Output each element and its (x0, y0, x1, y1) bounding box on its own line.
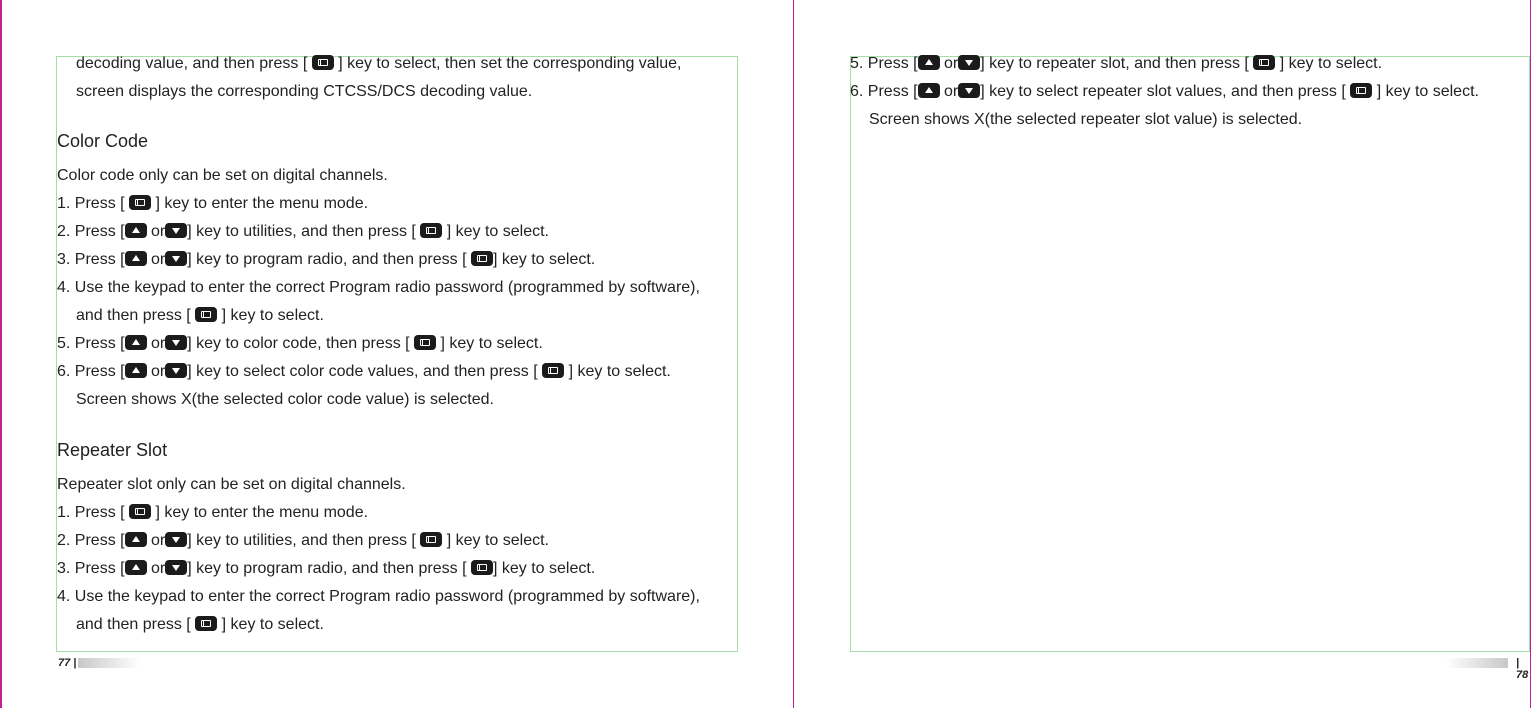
continued-line-2: screen displays the corresponding CTCSS/DCS decoding value. (76, 83, 533, 100)
color-code-heading: Color Code (57, 131, 149, 151)
down-arrow-key-icon (958, 55, 980, 70)
up-arrow-key-icon (125, 560, 147, 575)
right-page-number: | 78 (1516, 657, 1529, 681)
color-code-step-6: 6. Press [ or ] key to select color code values, and then press [ ] key to select. (57, 363, 671, 380)
menu-key-icon (312, 55, 334, 70)
menu-key-icon (471, 560, 493, 575)
menu-key-icon (195, 616, 217, 631)
down-arrow-key-icon (165, 251, 187, 266)
up-arrow-key-icon (125, 335, 147, 350)
color-code-step-4-cont: and then press [ ] key to select. (76, 307, 324, 324)
left-page-number: 77 | (58, 657, 77, 669)
right-footer-bar (1446, 658, 1508, 668)
color-code-intro: Color code only can be set on digital channels. (57, 167, 388, 184)
up-arrow-key-icon (125, 251, 147, 266)
up-arrow-key-icon (125, 363, 147, 378)
color-code-step-4: 4. Use the keypad to enter the correct Program radio password (programmed by software), (57, 279, 700, 296)
down-arrow-key-icon (165, 560, 187, 575)
repeater-slot-step-1: 1. Press [ ] key to enter the menu mode. (57, 504, 369, 521)
color-code-step-6-cont: Screen shows X(the selected color code value) is selected. (76, 391, 494, 408)
page-fold-line (793, 0, 794, 708)
repeater-slot-step-6-cont: Screen shows X(the selected repeater slot value) is selected. (869, 111, 1303, 128)
down-arrow-key-icon (958, 83, 980, 98)
left-edge-line (0, 0, 2, 708)
repeater-slot-heading: Repeater Slot (57, 440, 168, 460)
right-content-frame (850, 56, 1530, 652)
menu-key-icon (129, 195, 151, 210)
menu-key-icon (471, 251, 493, 266)
down-arrow-key-icon (165, 532, 187, 547)
color-code-step-1: 1. Press [ ] key to enter the menu mode. (57, 195, 369, 212)
repeater-slot-step-4-cont: and then press [ ] key to select. (76, 616, 324, 633)
repeater-slot-intro: Repeater slot only can be set on digital channels. (57, 476, 406, 493)
menu-key-icon (1350, 83, 1372, 98)
down-arrow-key-icon (165, 335, 187, 350)
menu-key-icon (1253, 55, 1275, 70)
menu-key-icon (420, 223, 442, 238)
repeater-slot-step-5: 5. Press [ or ] key to repeater slot, and then press [ ] key to select. (850, 55, 1383, 72)
menu-key-icon (414, 335, 436, 350)
up-arrow-key-icon (125, 223, 147, 238)
color-code-step-5: 5. Press [ or ] key to color code, then press [ ] key to select. (57, 335, 543, 352)
up-arrow-key-icon (918, 55, 940, 70)
down-arrow-key-icon (165, 363, 187, 378)
continued-line-1: decoding value, and then press [ ] key to select, then set the corresponding value, (76, 55, 682, 72)
repeater-slot-step-2: 2. Press [ or ] key to utilities, and then press [ ] key to select. (57, 532, 549, 549)
repeater-slot-step-6: 6. Press [ or ] key to select repeater slot values, and then press [ ] key to select. (850, 83, 1479, 100)
repeater-slot-step-4: 4. Use the keypad to enter the correct Program radio password (programmed by software), (57, 588, 700, 605)
down-arrow-key-icon (165, 223, 187, 238)
color-code-step-2: 2. Press [ or ] key to utilities, and then press [ ] key to select. (57, 223, 549, 240)
color-code-step-3: 3. Press [ or ] key to program radio, and then press [ ] key to select. (57, 251, 596, 268)
menu-key-icon (542, 363, 564, 378)
left-footer-bar (78, 658, 140, 668)
up-arrow-key-icon (125, 532, 147, 547)
menu-key-icon (129, 504, 151, 519)
repeater-slot-step-3: 3. Press [ or ] key to program radio, and then press [ ] key to select. (57, 560, 596, 577)
menu-key-icon (420, 532, 442, 547)
menu-key-icon (195, 307, 217, 322)
up-arrow-key-icon (918, 83, 940, 98)
